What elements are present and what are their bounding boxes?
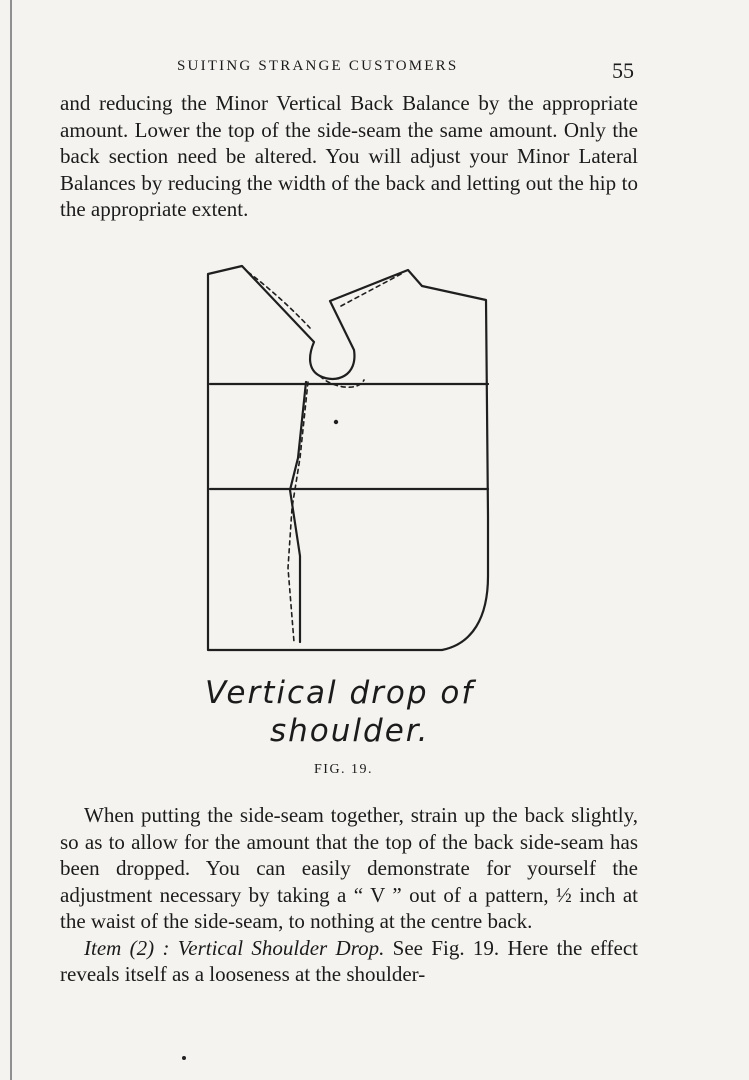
handwritten-caption <box>205 674 505 750</box>
stray-mark <box>182 1056 186 1060</box>
paragraph-item-2 <box>60 935 638 988</box>
altered-side-seam <box>288 382 308 642</box>
item-2-heading: Item (2) : Vertical Shoulder Drop. <box>84 935 385 960</box>
page-edge <box>10 0 12 1080</box>
page-number: 55 <box>612 58 634 83</box>
dropped-front-shoulder <box>341 274 401 306</box>
paragraph-seam: When putting the side-seam together, strain up the back slightly, so as to allow for the amount that the top of the back side-seam has been dropped. You can easily demonstrate for yourself the adjustment necessary by taking a “ V ” out of a pattern, ½ inch at the waist of the side-seam, to nothing at the centre back. <box>60 803 638 933</box>
bottom-paragraphs <box>60 802 638 988</box>
caption-line-2: shoulder. <box>270 713 430 749</box>
item-2-text: See Fig. 19. Here the effect reveals itself as a looseness at the shoulder- <box>60 935 638 986</box>
figure-label: FIG. 19. <box>314 762 374 777</box>
pattern-drawing <box>196 258 496 658</box>
caption-line-1: Vertical drop of <box>205 675 475 711</box>
paragraph-text: and reducing the Minor Vertical Back Balance by the appropriate amount. Lower the top of the side-seam the same amount. Only the back section need be altered. You will adjust your Minor Lateral Balances by reducing the width of the back and letting out the hip to the appropriate extent. <box>60 91 638 221</box>
top-paragraph <box>60 90 638 223</box>
balance-mark <box>334 420 338 424</box>
pattern-outline <box>208 266 488 650</box>
pattern-figure <box>196 258 496 663</box>
dropped-back-shoulder <box>248 272 310 328</box>
running-head: SUITING STRANGE CUSTOMERS <box>177 58 459 74</box>
